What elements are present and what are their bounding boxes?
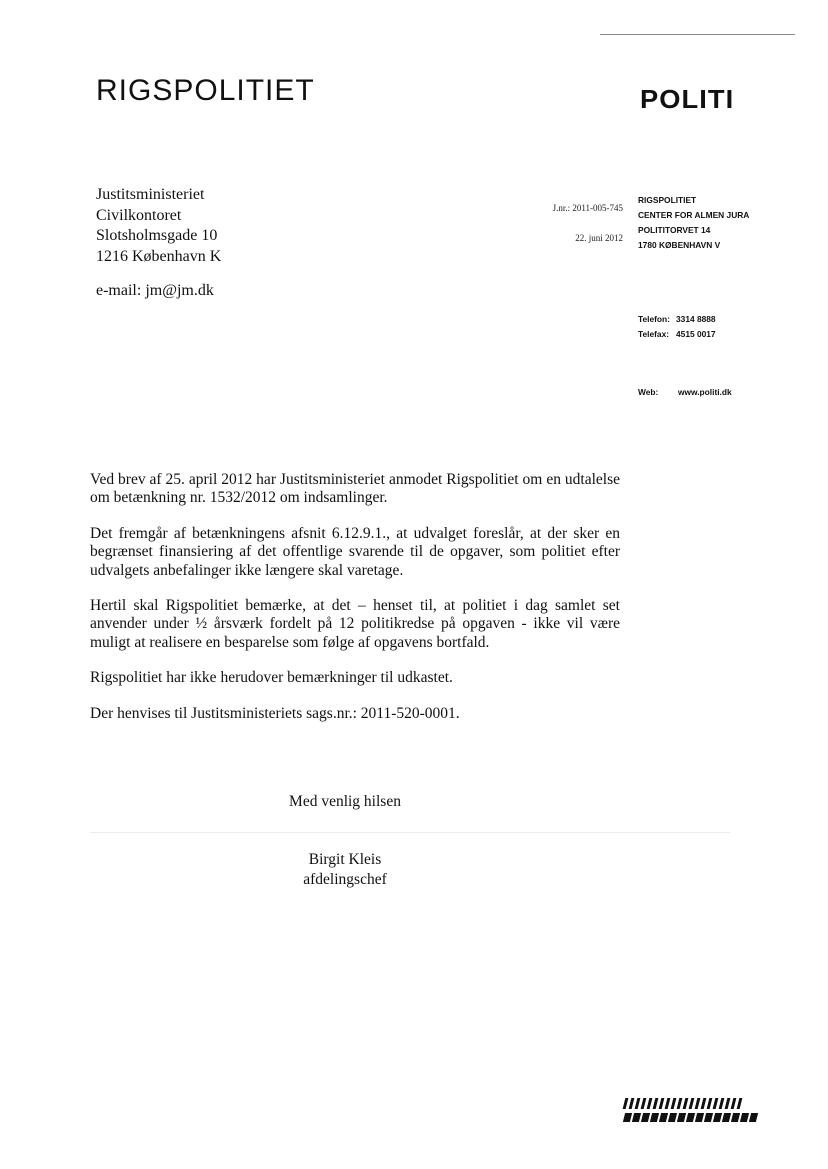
body-paragraph: Hertil skal Rigspolitiet bemærke, at det – henset til, at politiet i dag samlet set anvender under ½ årsværk fordelt på 12 politikredse på opgaven - ikke vil være muligt at realisere en besparelse som følge af opgavens bortfald. [90, 597, 620, 651]
sender-line: POLITITORVET 14 [638, 225, 711, 235]
web-label: Web: [638, 387, 659, 397]
body-paragraph: Det fremgår af betænkningens afsnit 6.12.9.1., at udvalget foreslår, at der sker en begrænset finansiering af det offentlige svarende til de opgaver, som politiet efter udvalgets anbefalinger ikke længere skal varetage. [90, 524, 620, 579]
signature-block [0, 850, 690, 890]
politi-logo: POLITI [640, 84, 735, 114]
contact-block [638, 312, 716, 342]
signer-name: Birgit Kleis [308, 851, 382, 868]
recipient-email: e-mail: jm@jm.dk [96, 282, 214, 299]
sender-line: RIGSPOLITIET [638, 195, 697, 205]
barcode-row-thin [624, 1098, 758, 1109]
sender-line: 1780 KØBENHAVN V [638, 240, 721, 250]
phone-row [638, 312, 716, 327]
body-paragraph: Rigspolitiet har ikke herudover bemærkninger til udkastet. [90, 669, 453, 687]
fax-number: 4515 0017 [676, 329, 716, 339]
closing-greeting: Med venlig hilsen [289, 793, 401, 810]
recipient-line: Slotsholmsgade 10 [96, 227, 218, 244]
fax-label: Telefax: [638, 329, 670, 339]
body-paragraph: Der henvises til Justitsministeriets sags.nr.: 2011-520-0001. [90, 704, 460, 722]
body-paragraph: Ved brev af 25. april 2012 har Justitsministeriet anmodet Rigspolitiet om en udtalelse om betænkning nr. 1532/2012 om indsamlinger. [90, 471, 620, 507]
signer-title: afdelingschef [303, 871, 387, 888]
barcode-row-thick [624, 1113, 758, 1122]
journal-number: J.nr.: 2011-005-745 [552, 203, 623, 213]
sender-address [638, 193, 749, 253]
recipient-line: Justitsministeriet [96, 186, 205, 203]
phone-number: 3314 8888 [676, 314, 716, 324]
letterhead-title: RIGSPOLITIET [96, 74, 315, 107]
web-row [638, 387, 732, 397]
barcode-icon [624, 1098, 758, 1126]
recipient-line: Civilkontoret [96, 206, 182, 224]
sender-line: CENTER FOR ALMEN JURA [638, 210, 750, 220]
letter-body [90, 471, 620, 740]
top-rule [600, 34, 795, 35]
recipient-address [96, 185, 221, 267]
phone-label: Telefon: [638, 314, 670, 324]
fold-line [90, 832, 730, 833]
letter-date: 22. juni 2012 [575, 233, 623, 243]
web-address: www.politi.dk [678, 387, 732, 397]
reference-block [520, 193, 623, 253]
fax-row [638, 327, 716, 342]
recipient-line: 1216 København K [96, 247, 222, 265]
